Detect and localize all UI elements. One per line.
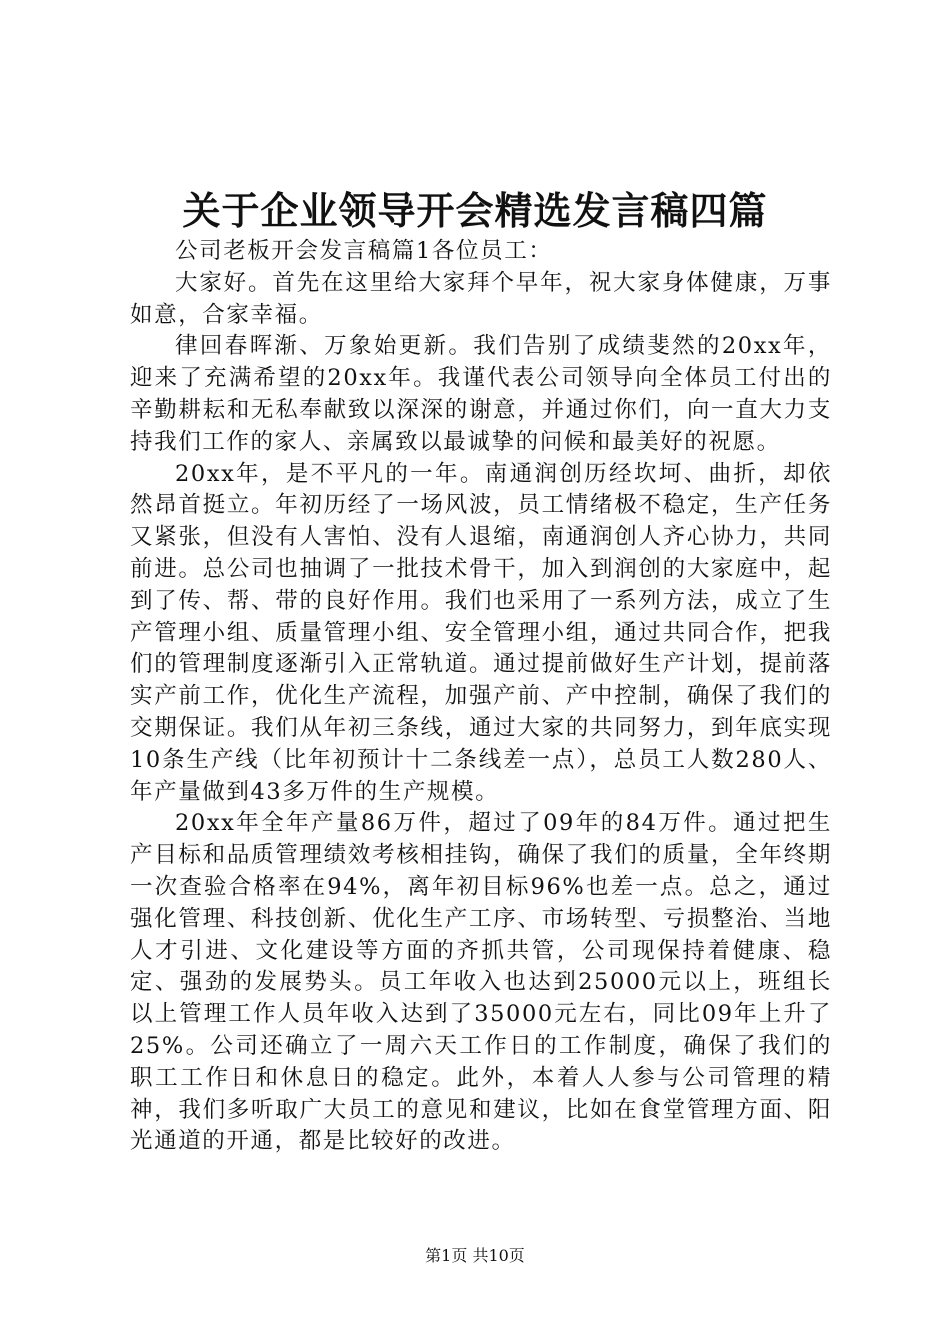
- paragraph-thanks: 律回春晖渐、万象始更新。我们告别了成绩斐然的20xx年，迎来了充满希望的20xx年。我谨代表公司领导向全体员工付出的辛勤耕耘和无私奉献致以深深的谢意，并通过你们，向一直大力支持我们工作的家人、亲属致以最诚挚的问候和最美好的祝愿。: [130, 333, 832, 455]
- paragraph-greeting: 公司老板开会发言稿篇1各位员工：: [175, 238, 553, 264]
- document-body: [130, 236, 832, 1158]
- paragraph-new-year-wishes: 大家好。首先在这里给大家拜个早年，祝大家身体健康，万事如意，合家幸福。: [130, 269, 832, 328]
- page-number-footer: 第1页 共10页: [425, 1246, 525, 1265]
- paragraph-year-review: 20xx年，是不平凡的一年。南通润创历经坎坷、曲折，却依然昂首挺立。年初历经了一场风波，员工情绪极不稳定，生产任务又紧张，但没有人害怕、没有人退缩，南通润创人齐心协力，共同前进。总公司也抽调了一批技术骨干，加入到润创的大家庭中，起到了传、帮、带的良好作用。我们也采用了一系列方法，成立了生产管理小组、质量管理小组、安全管理小组，通过共同合作，把我们的管理制度逐渐引入正常轨道。通过提前做好生产计划，提前落实产前工作，优化生产流程，加强产前、产中控制，确保了我们的交期保证。我们从年初三条线，通过大家的共同努力，到年底实现10条生产线（比年初预计十二条线差一点），总员工人数280人、年产量做到43多万件的生产规模。: [130, 460, 832, 805]
- document-title: 关于企业领导开会精选发言稿四篇: [182, 188, 768, 233]
- paragraph-production-results: 20xx年全年产量86万件，超过了09年的84万件。通过把生产目标和品质管理绩效考核相挂钩，确保了我们的质量，全年终期一次查验合格率在94%，离年初目标96%也差一点。总之，通过强化管理、科技创新、优化生产工序、市场转型、亏损整治、当地人才引进、文化建设等方面的齐抓共管，公司现保持着健康、稳定、强劲的发展势头。员工年收入也达到25000元以上，班组长以上管理工作人员年收入达到了35000元左右，同比09年上升了25%。公司还确立了一周六天工作日的工作制度，确保了我们的职工工作日和休息日的稳定。此外，本着人人参与公司管理的精神，我们多听取广大员工的意见和建议，比如在食堂管理方面、阳光通道的开通，都是比较好的改进。: [130, 810, 832, 1155]
